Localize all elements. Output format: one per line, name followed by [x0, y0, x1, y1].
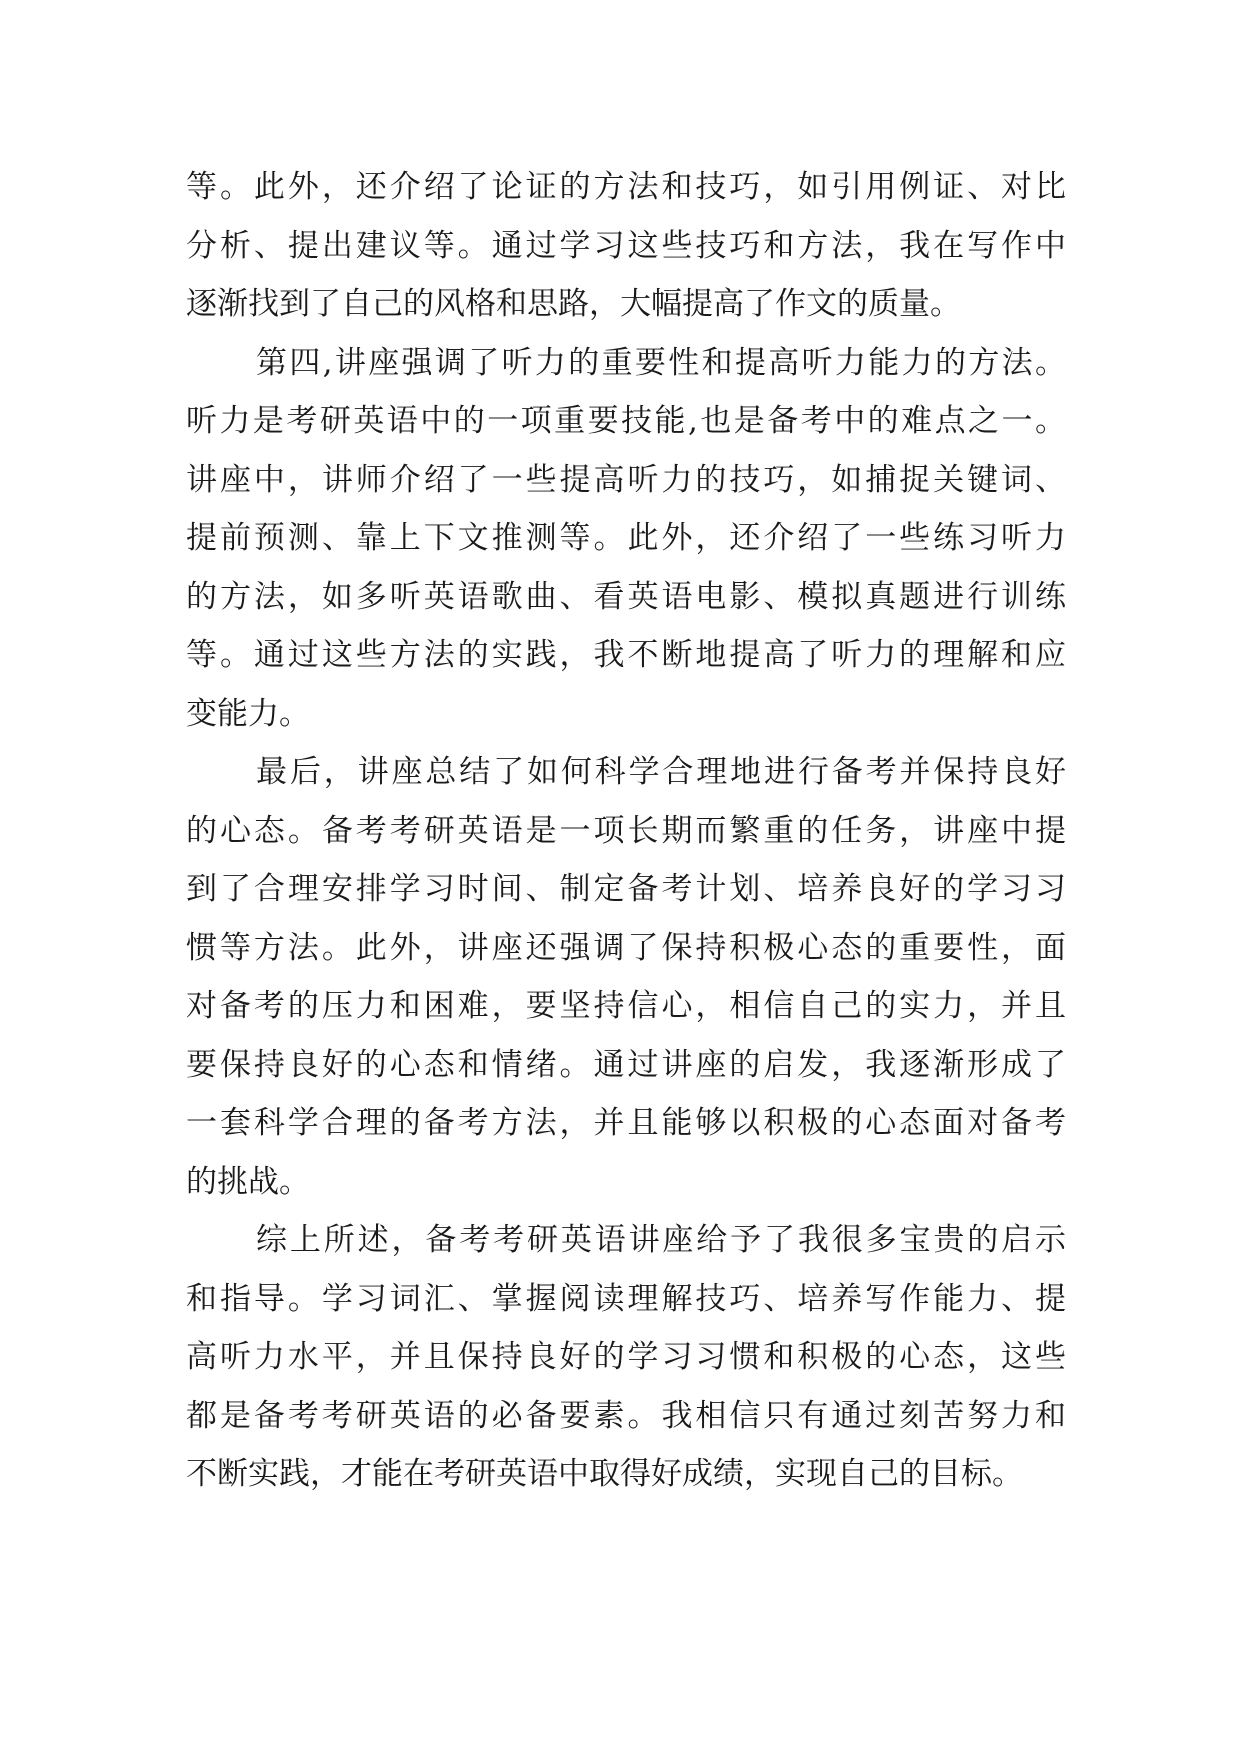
document-body — [186, 158, 1066, 1504]
text-line: 的心态。备考考研英语是一项长期而繁重的任务，讲座中提 — [186, 812, 1066, 849]
text-line: 都是备考考研英语的必备要素。我相信只有通过刻苦努力和 — [186, 1397, 1066, 1434]
text-line: 逐渐找到了自己的风格和思路，大幅提高了作文的质量。 — [186, 286, 961, 322]
text-line: 要保持良好的心态和情绪。通过讲座的启发，我逐渐形成了 — [186, 1046, 1066, 1083]
text-line: 的挑战。 — [186, 1163, 310, 1200]
paragraph-first-line: 第四,讲座强调了听力的重要性和提高听力能力的方法。 — [256, 344, 1066, 381]
paragraph-first-line: 最后，讲座总结了如何科学合理地进行备考并保持良好 — [256, 754, 1066, 790]
text-line: 听力是考研英语中的一项重要技能,也是备考中的难点之一。 — [186, 403, 1066, 439]
text-line: 一套科学合理的备考方法，并且能够以积极的心态面对备考 — [186, 1105, 1066, 1141]
text-line: 等。通过这些方法的实践，我不断地提高了听力的理解和应 — [186, 637, 1066, 673]
paragraph-first-line: 综上所述，备考考研英语讲座给予了我很多宝贵的启示 — [256, 1222, 1066, 1258]
text-line: 和指导。学习词汇、掌握阅读理解技巧、培养写作能力、提 — [186, 1280, 1066, 1317]
text-line: 到了合理安排学习时间、制定备考计划、培养良好的学习习 — [186, 871, 1066, 907]
text-line: 分析、提出建议等。通过学习这些技巧和方法，我在写作中 — [186, 227, 1066, 264]
text-line: 对备考的压力和困难，要坚持信心，相信自己的实力，并且 — [186, 988, 1066, 1024]
text-line: 高听力水平，并且保持良好的学习习惯和积极的心态，这些 — [186, 1339, 1066, 1375]
text-line: 不断实践，才能在考研英语中取得好成绩，实现自己的目标。 — [186, 1456, 1023, 1492]
text-line: 等。此外，还介绍了论证的方法和技巧，如引用例证、对比 — [186, 169, 1066, 205]
text-line: 提前预测、靠上下文推测等。此外，还介绍了一些练习听力 — [186, 520, 1066, 556]
text-line: 变能力。 — [186, 695, 310, 732]
text-line: 的方法，如多听英语歌曲、看英语电影、模拟真题进行训练 — [186, 578, 1066, 615]
text-line: 惯等方法。此外，讲座还强调了保持积极心态的重要性，面 — [186, 929, 1066, 966]
text-line: 讲座中，讲师介绍了一些提高听力的技巧，如捕捉关键词、 — [186, 461, 1066, 498]
